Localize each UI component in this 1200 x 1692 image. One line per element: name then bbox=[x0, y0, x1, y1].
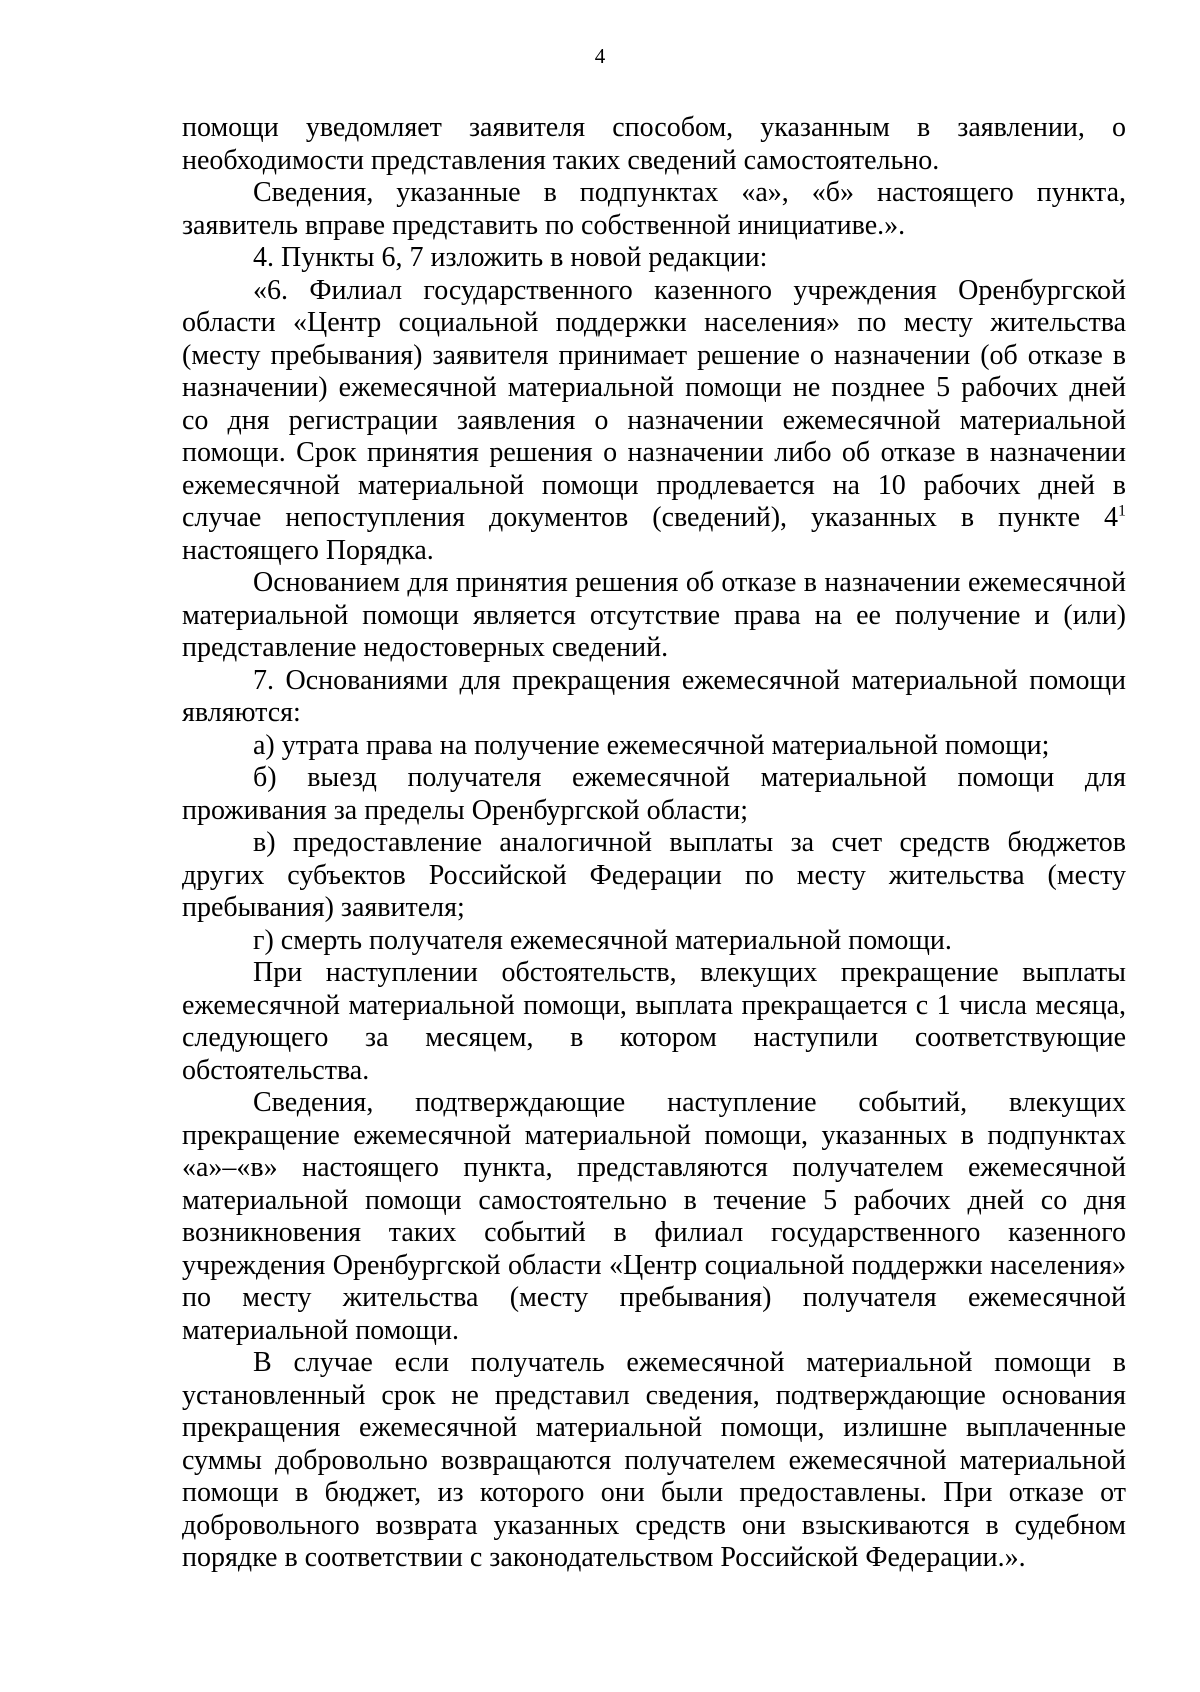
subitem-g: г) смерть получателя ежемесячной материальной помощи. bbox=[253, 924, 952, 956]
item-6-text-end: настоящего Порядка. bbox=[182, 534, 434, 566]
paragraph-own-initiative: Сведения, указанные в подпунктах «а», «б» настоящего пункта, заявитель вправе представить по собственной инициативе.». bbox=[182, 177, 1126, 241]
subitem-v: в) предоставление аналогичной выплаты за счет средств бюджетов других субъектов Российской Федерации по месту жительства (месту пребывания) заявителя; bbox=[182, 827, 1126, 923]
paragraph-item-7: 7. Основаниями для прекращения ежемесячной материальной помощи являются: bbox=[182, 664, 1126, 728]
paragraph-notification: помощи уведомляет заявителя способом, указанным в заявлении, о необходимости представления таких сведений самостоятельно. bbox=[182, 112, 1126, 176]
paragraph-item-4: 4. Пункты 6, 7 изложить в новой редакции: bbox=[253, 242, 768, 273]
paragraph-item-6 bbox=[182, 275, 1126, 568]
paragraph-refusal-grounds: Основанием для принятия решения об отказе в назначении ежемесячной материальной помощи является отсутствие права на ее получение и (или) представление недостоверных сведений. bbox=[182, 567, 1126, 663]
item-6-text: «6. Филиал государственного казенного учреждения Оренбургской области «Центр социальной поддержки населения» по месту жительства (месту пребывания) заявителя принимает решение о назначении (об отказе в назначении) ежемесячной материальной помощи не позднее 5 рабочих дней со дня регистрации заявления о назначении ежемесячной материальной помощи. Срок принятия решения о назначении либо об отказе в назначении ежемесячной материальной помощи продлевается на 10 рабочих дней в случае непоступления документов (сведений), указанных в пункте 4 bbox=[182, 274, 1126, 533]
item-6-superscript: 1 bbox=[1118, 502, 1126, 520]
page-number: 4 bbox=[594, 44, 606, 68]
document-body bbox=[182, 112, 1126, 1575]
paragraph-supporting-info: Сведения, подтверждающие наступление событий, влекущих прекращение ежемесячной материальной помощи, указанных в подпунктах «а»–«в» настоящего пункта, представляются получателем ежемесячной материальной помощи самостоятельно в течение 5 рабочих дней со дня возникновения таких событий в филиал государственного казенного учреждения Оренбургской области «Центр социальной поддержки населения» по месту жительства (месту пребывания) получателя ежемесячной материальной помощи. bbox=[182, 1087, 1126, 1346]
subitem-a: а) утрата права на получение ежемесячной материальной помощи; bbox=[253, 729, 1050, 761]
paragraph-termination: При наступлении обстоятельств, влекущих прекращение выплаты ежемесячной материальной помощи, выплата прекращается с 1 числа месяца, следующего за месяцем, в котором наступили соответствующие обстоятельства. bbox=[182, 957, 1126, 1086]
paragraph-refund: В случае если получатель ежемесячной материальной помощи в установленный срок не представил сведения, подтверждающие основания прекращения ежемесячной материальной помощи, излишне выплаченные суммы добровольно возвращаются получателем ежемесячной материальной помощи в бюджет, из которого они были предоставлены. При отказе от добровольного возврата указанных средств они взыскиваются в судебном порядке в соответствии с законодательством Российской Федерации.». bbox=[182, 1347, 1126, 1573]
subitem-b: б) выезд получателя ежемесячной материальной помощи для проживания за пределы Оренбургской области; bbox=[182, 762, 1126, 826]
